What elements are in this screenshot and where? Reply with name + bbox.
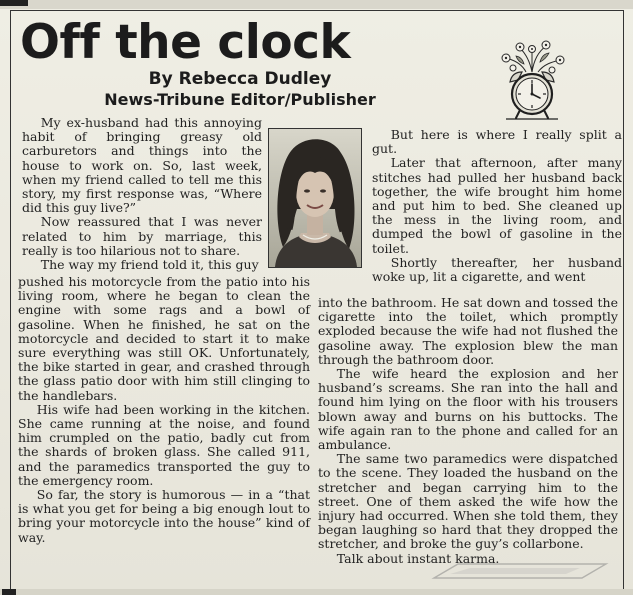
paragraph-closing: Talk about instant karma. (336, 550, 500, 566)
article-column-left-top (22, 116, 262, 272)
page-bottom-edge (0, 589, 633, 595)
paragraph: Now reassured that I was never related to him by marriage, this really is too hilarious not to share. (22, 214, 262, 258)
alarm-clock-icon (496, 38, 568, 122)
paragraph: The same two paramedics were dispatched to the scene. They loaded the husband on the stretcher and began carrying him to the street. One of them asked the wife how the injury had occurred. When she told them, they began laughing so hard that they dropped the stretcher, and broke the guy’s collarbone. (318, 451, 618, 552)
paragraph-continued: into the bathroom. He sat down and tossed the cigarette into the toilet, which promptly exploded because the wife had not flushed the gasoline away. The explosion blew the man through the bathroom door. (318, 295, 618, 367)
byline-author: By Rebecca Dudley (148, 69, 332, 89)
article-column-left-bottom (18, 275, 310, 545)
author-photo (268, 128, 362, 268)
paragraph: So far, the story is humorous — in a “that is what you get for being a big enough lout to bring your motorcycle into the house” kind of way. (18, 487, 310, 545)
column-title: Off the clock (20, 15, 351, 70)
byline-role: News-Tribune Editor/Publisher (104, 90, 376, 109)
article-column-right-top (372, 128, 622, 284)
paragraph: My ex-husband had this annoying habit of bringing greasy old carburetors and things into the house to work on. So, last week, when my friend called to tell me this story, my first response was, “Where did this guy live?” (22, 115, 262, 216)
watermark-logo-icon (430, 560, 610, 582)
paragraph: Later that afternoon, after many stitches had pulled her husband back together, the wife brought him home and put him to bed. She cleaned up the mess in the living room, and dumped the bowl of gasoline in the toilet. (372, 155, 622, 256)
paragraph: The way my friend told it, this guy (40, 257, 259, 273)
paragraph: Shortly thereafter, her husband woke up, lit a cigarette, and went (372, 254, 622, 285)
paragraph: The wife heard the explosion and her husband’s screams. She ran into the hall and found him lying on the floor with his trousers blown away and burns on his buttocks. The wife again ran to the phone and called for an ambulance. (318, 366, 618, 453)
page-top-edge (0, 0, 633, 9)
paragraph: But here is where I really split a gut. (372, 127, 622, 157)
paragraph-continued: pushed his motorcycle from the patio into his living room, where he began to clean the engine with some rags and a bowl of gasoline. When he finished, he sat on the motorcycle and decided to start it to make sure everything was still OK. Unfortunately, the bike started in gear, and crashed through the glass patio door with him still clinging to the handlebars. (18, 274, 310, 403)
article-column-right-bottom (318, 296, 618, 566)
paragraph: His wife had been working in the kitchen. She came running at the noise, and found him crumpled on the patio, badly cut from the shards of broken glass. She called 911, and the paramedics transported the guy to the emergency room. (18, 401, 310, 488)
